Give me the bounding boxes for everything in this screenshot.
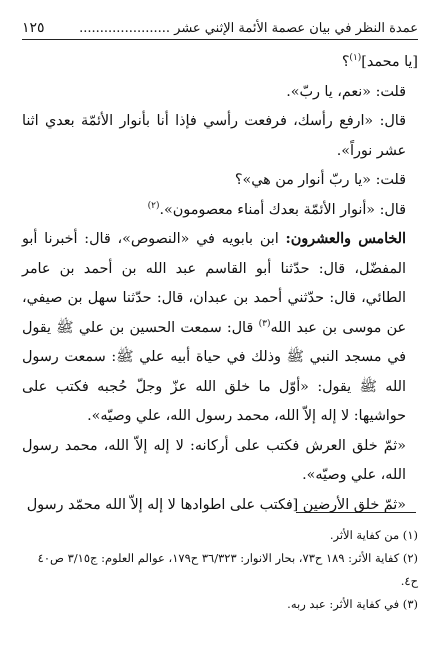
- footnote-ref-1: (١): [349, 53, 362, 64]
- paragraph-1: [22, 48, 418, 78]
- footnote-ref-3: (٣): [258, 318, 271, 329]
- header-title: عمدة النظر في بيان عصمة الأئمة الإثني عشر ......................: [79, 21, 418, 36]
- footnote-3: (٣) في كفاية الأثر: عبد ربه.: [287, 597, 418, 611]
- paragraph-5: [22, 196, 418, 226]
- page-number: ١٢٥: [22, 20, 45, 36]
- running-header: [22, 10, 418, 40]
- paragraph-7: «ثمّ خلق العرش فكتب على أركانه: لا إله إلاّ الله، محمد رسول الله، علي وصيّه».: [22, 437, 406, 483]
- body-text: [22, 48, 418, 520]
- paragraph-6-tail: قال: سمعت الحسين بن علي ﷺ يقول في مسجد النبي ﷺ وذلك في حياة أبيه علي ﷺ: سمعت رسول الله ﷺ يقول: «أوّل ما خلق الله عزّ وجلّ حُجبه فكتب على حواشيها: لا إله إلاّ الله، محمد رسول الله، علي وصيّه».: [22, 319, 406, 424]
- footnote-ref-2: (٢): [147, 200, 160, 211]
- paragraph-1-text: [يا محمد]: [361, 54, 418, 70]
- paragraph-6: [22, 225, 418, 432]
- paragraph-8: «ثمّ خلق الأرضين [فكتب على اطوادها لا إله إلاّ الله محمّد رسول: [26, 496, 406, 513]
- paragraph-2: قلت: «نعم، يا ربّ».: [286, 83, 406, 100]
- paragraph-3: قال: «ارفع رأسك، فرفعت رأسي فإذا أنا بأنوار الأئمّة بعدي اثنا عشر نوراً».: [22, 113, 406, 159]
- paragraph-6-text: ابن بابويه في «النصوص»، قال: أخبرنا أبو المفضّل، قال: حدّثنا أبو القاسم عبد الله بن أحمد بن عامر الطائي، قال: حدّثني أحمد بن عبدان، قال: حدّثنا سهل بن صيفي، عن موسى بن عبد الله: [22, 231, 406, 336]
- footnote-2: (٢) كفاية الأثر: ١٨٩ ح٧٣، بحار الانوار: ٣٦/٣٢٣ ح١٧٩، عوالم العلوم: ج٣/١٥ ص٤٠ ح٤.: [37, 551, 418, 588]
- footnotes: [22, 524, 418, 616]
- footnote-1: (١) من كفاية الأثر.: [329, 528, 418, 542]
- footnote-separator: [296, 512, 416, 513]
- section-heading: الخامس والعشرون:: [285, 231, 406, 247]
- paragraph-5-text: قال: «أنوار الأئمّة بعدك أمناء معصومون».: [159, 201, 406, 218]
- paragraph-1-tail: ؟: [341, 54, 350, 70]
- paragraph-4: قلت: «يا ربّ أنوار من هي»؟: [234, 172, 406, 188]
